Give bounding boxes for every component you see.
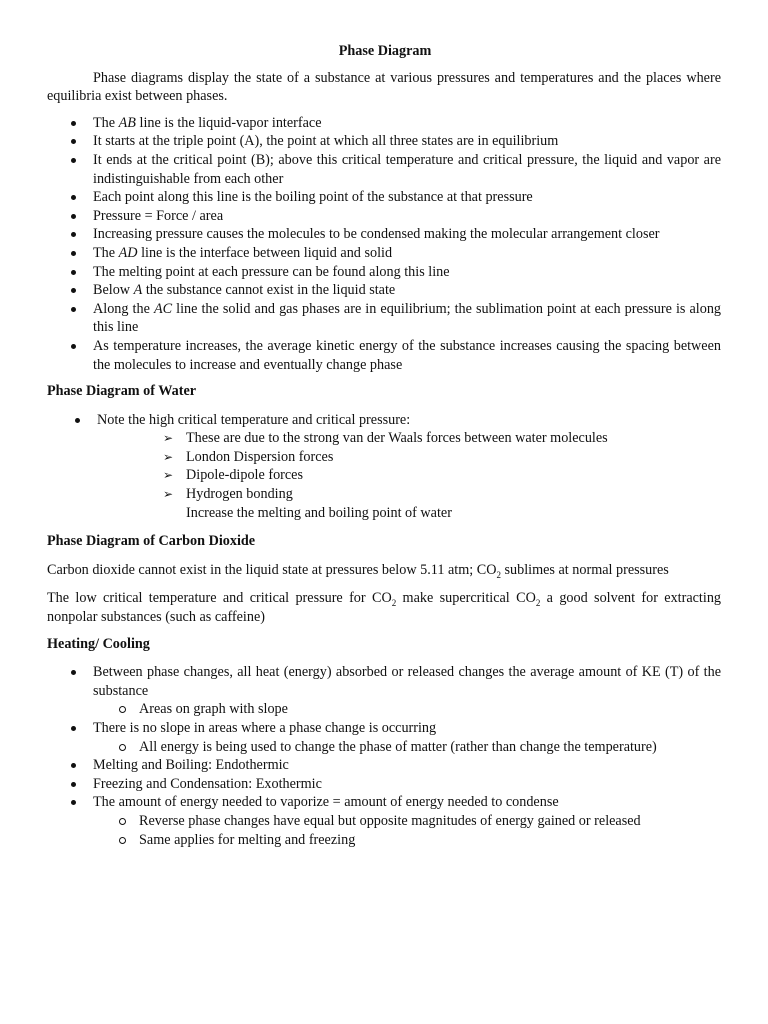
bullet-icon	[71, 344, 76, 349]
bullet-icon	[71, 763, 76, 768]
sub-list	[47, 812, 721, 849]
list-item: Same applies for melting and freezing	[47, 831, 721, 850]
bullet-icon	[71, 139, 76, 144]
section-heading-co2: Phase Diagram of Carbon Dioxide	[47, 533, 256, 550]
list-item: The melting point at each pressure can be found along this line	[47, 263, 721, 282]
bullet-icon	[71, 670, 76, 675]
list-item: ➢ Dipole-dipole forces	[163, 467, 304, 484]
bullet-icon	[71, 251, 76, 256]
bullet-icon	[71, 307, 76, 312]
arrow-bullet-icon: ➢	[163, 487, 174, 502]
list-item: There is no slope in areas where a phase change is occurring All energy is being used to change the phase of matter (rather than change the temperature)	[47, 719, 721, 756]
circle-bullet-icon	[119, 837, 126, 844]
list-item: Reverse phase changes have equal but opposite magnitudes of energy gained or released	[47, 812, 721, 831]
list-item: Below A the substance cannot exist in the liquid state	[47, 281, 721, 300]
section-heading-heating: Heating/ Cooling	[47, 635, 150, 652]
bullet-icon	[71, 232, 76, 237]
list-item: Increasing pressure causes the molecules to be condensed making the molecular arrangement closer	[47, 225, 721, 244]
list-item: Freezing and Condensation: Exothermic	[47, 775, 721, 794]
bullet-icon	[71, 195, 76, 200]
sub-list	[47, 700, 721, 719]
bullet-icon	[75, 418, 80, 423]
bullet-icon	[71, 726, 76, 731]
bullet-icon	[71, 270, 76, 275]
list-item: Pressure = Force / area	[47, 207, 721, 226]
water-list	[47, 411, 721, 430]
list-item: The amount of energy needed to vaporize = amount of energy needed to condense Reverse phase changes have equal but opposite magnitudes of energy gained or released Same applies for melting and freezing	[47, 793, 721, 849]
bullet-icon	[71, 214, 76, 219]
bullet-icon	[71, 121, 76, 126]
page-title: Phase Diagram	[338, 43, 432, 59]
list-item: It ends at the critical point (B); above this critical temperature and critical pressure, the liquid and vapor are indistinguishable from each other	[47, 151, 721, 188]
list-item: Each point along this line is the boiling point of the substance at that pressure	[47, 188, 721, 207]
list-item: Melting and Boiling: Endothermic	[47, 756, 721, 775]
arrow-bullet-icon: ➢	[163, 468, 174, 483]
bullet-icon	[71, 800, 76, 805]
co2-paragraph-1: Carbon dioxide cannot exist in the liquid state at pressures below 5.11 atm; $CO_2$ sublimes at normal pressures	[47, 561, 669, 580]
circle-bullet-icon	[119, 744, 126, 751]
list-item: The AD line is the interface between liquid and solid	[47, 244, 721, 263]
list-item: ➢ London Dispersion forces	[163, 448, 334, 465]
section-heading-water: Phase Diagram of Water	[47, 383, 197, 400]
list-item: ➢ These are due to the strong van der Waals forces between water molecules	[163, 430, 608, 447]
sub-list	[47, 738, 721, 757]
list-item: It starts at the triple point (A), the point at which all three states are in equilibrium	[47, 132, 721, 151]
bullet-icon	[71, 158, 76, 163]
water-reasons-list	[47, 429, 721, 503]
list-item: Areas on graph with slope	[47, 700, 721, 719]
list-item: As temperature increases, the average kinetic energy of the substance increases causing the spacing between the molecules to increase and eventually change phase	[47, 337, 721, 374]
arrow-bullet-icon: ➢	[163, 431, 174, 446]
phase-diagram-list	[47, 114, 721, 374]
list-item: ➢ Hydrogen bonding	[163, 486, 293, 503]
co2-paragraph-2: The low critical temperature and critical pressure for $CO_2$ make supercritical $CO_2$ a good solvent for extracting nonpolar substances (such as caffeine)	[47, 590, 722, 626]
list-item: The AB line is the liquid-vapor interface	[47, 114, 721, 133]
intro-paragraph: Phase diagrams display the state of a substance at various pressures and temperatures and the places where equilibria exist between phases.	[47, 69, 721, 105]
bullet-icon	[71, 288, 76, 293]
water-conclusion: Increase the melting and boiling point of water	[186, 504, 452, 521]
list-item: Between phase changes, all heat (energy) absorbed or released changes the average amount of KE (T) of the substance Areas on graph with slope	[47, 663, 721, 719]
circle-bullet-icon	[119, 818, 126, 825]
arrow-bullet-icon: ➢	[163, 449, 174, 464]
list-item: Along the AC line the solid and gas phases are in equilibrium; the sublimation point at each pressure is along this line	[47, 300, 721, 337]
circle-bullet-icon	[119, 706, 126, 713]
list-item: All energy is being used to change the phase of matter (rather than change the temperature)	[47, 738, 721, 757]
bullet-icon	[71, 782, 76, 787]
heating-list	[47, 663, 721, 849]
list-item: Note the high critical temperature and critical pressure:	[47, 411, 721, 430]
